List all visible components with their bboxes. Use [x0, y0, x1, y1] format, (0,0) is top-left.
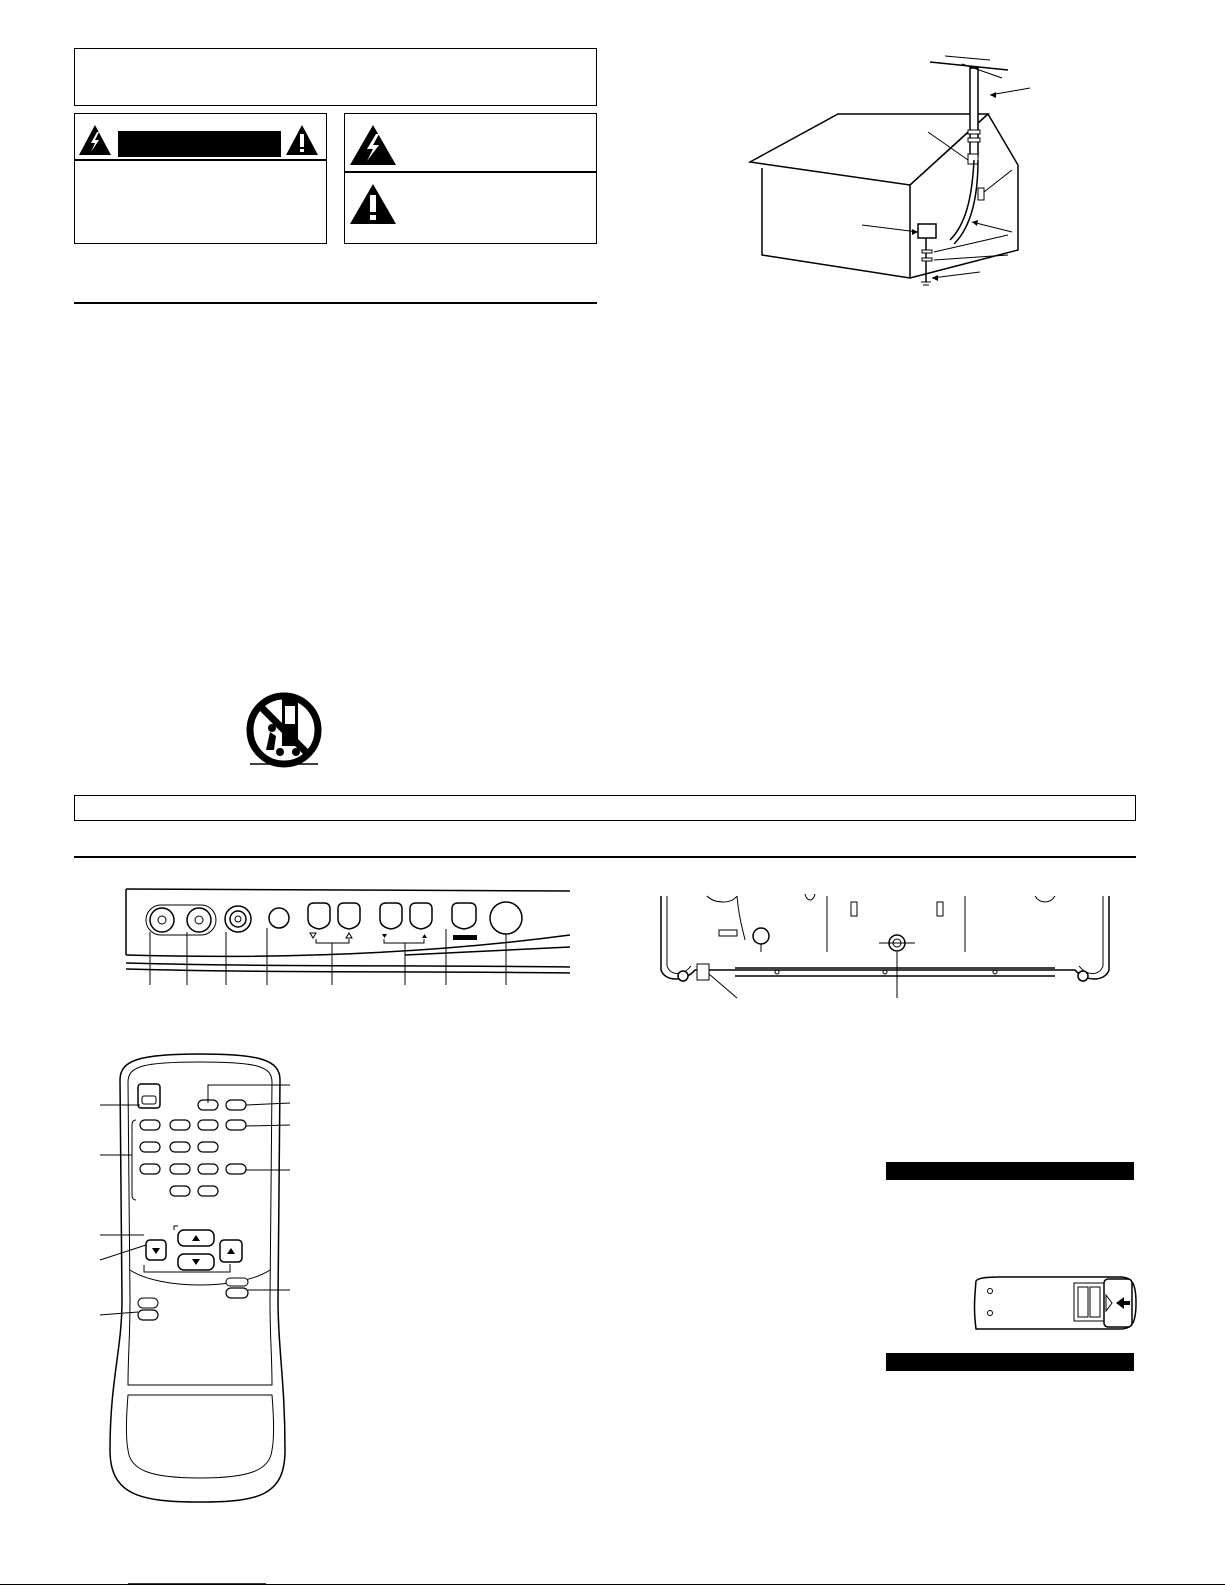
battery-section-bar-bottom — [886, 1353, 1134, 1371]
warning-header-box — [74, 48, 597, 106]
battery-compartment-diagram — [970, 1273, 1140, 1335]
front-panel-diagram — [120, 885, 575, 990]
symbol-explanation-divider — [345, 171, 596, 173]
section-rule-middle — [74, 856, 1136, 858]
antenna-grounding-diagram — [740, 50, 1060, 300]
notice-banner-box — [74, 795, 1136, 821]
caution-banner — [118, 131, 281, 157]
battery-section-bar-top — [886, 1162, 1134, 1180]
caution-label-divider — [75, 159, 326, 161]
cart-prohibited-icon — [244, 692, 324, 772]
remote-callout-lines — [100, 1075, 300, 1325]
lightning-triangle-icon — [78, 124, 112, 156]
lightning-triangle-icon — [349, 124, 397, 166]
exclamation-triangle-icon — [285, 124, 319, 156]
rear-panel-diagram — [655, 890, 1115, 1005]
exclamation-triangle-icon — [349, 183, 397, 225]
section-rule-top — [74, 302, 597, 304]
